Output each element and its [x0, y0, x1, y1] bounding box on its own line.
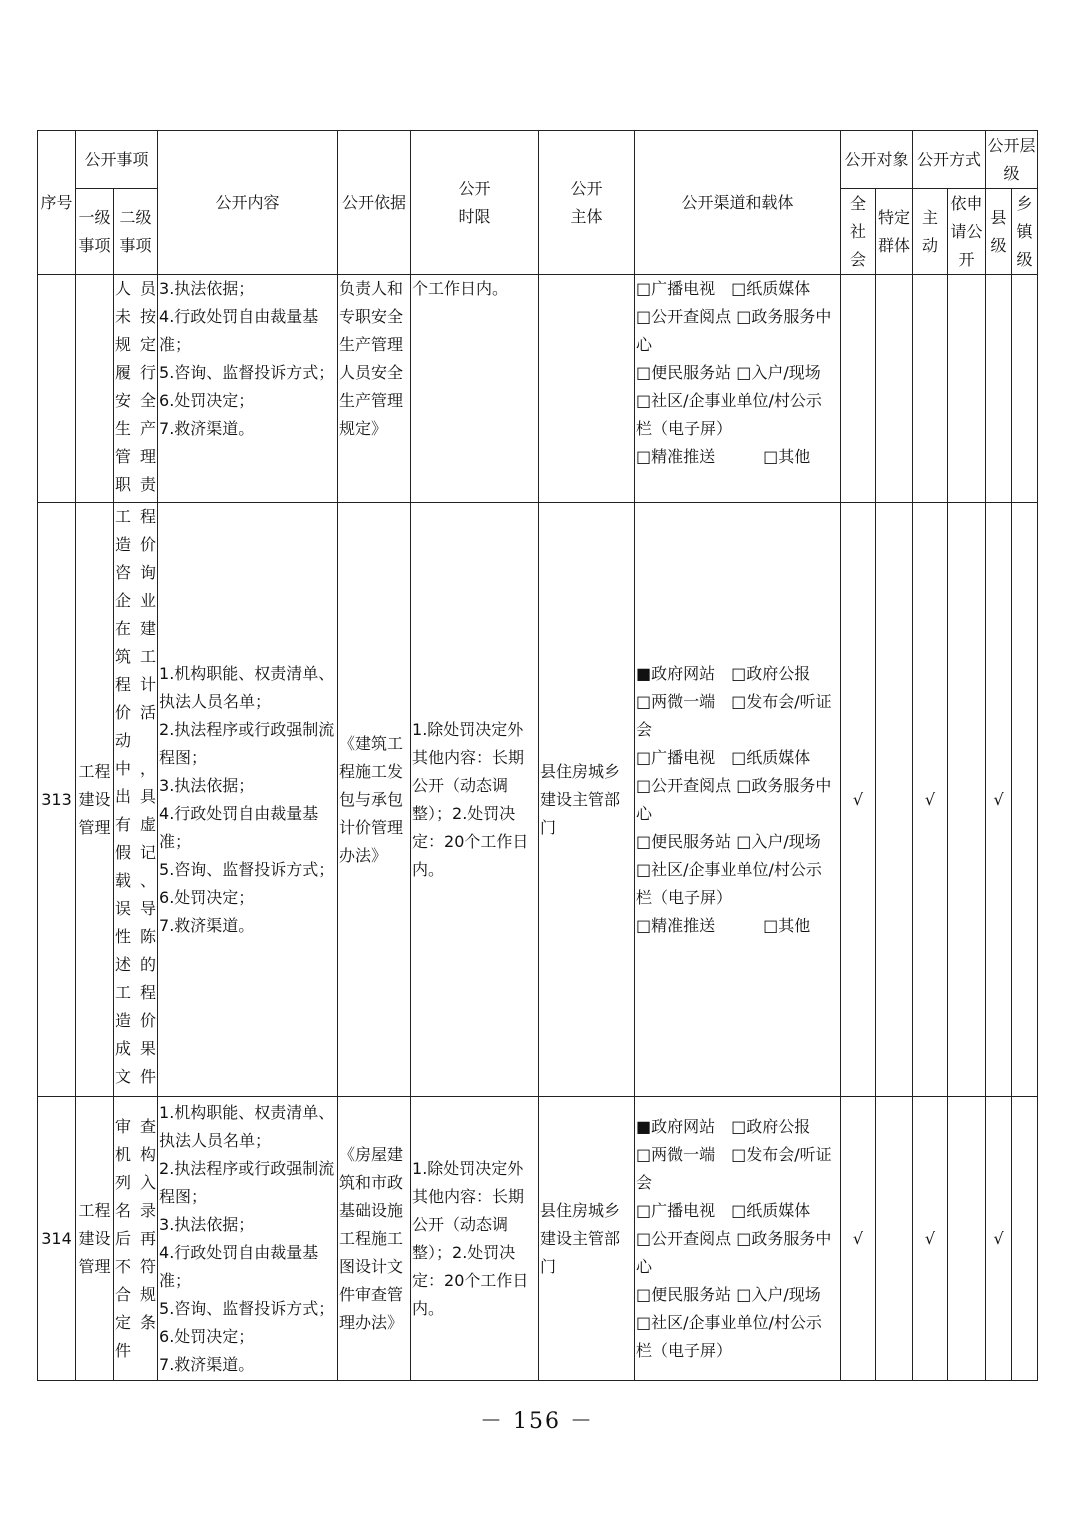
page-number: － 156 －: [480, 1409, 594, 1434]
row-level2: 人员未按规定履行安全生产管理职责: [114, 275, 158, 503]
row-time-limit: 1.除处罚决定外其他内容：长期公开（动态调整）；2.处罚决定：20个工作日内。: [411, 503, 539, 1097]
check-township: [1012, 1097, 1038, 1381]
channel-line: 心: [636, 803, 653, 823]
header-level1: 一级 事项: [76, 189, 114, 275]
channel-line: □便民服务站 □入户/现场: [636, 831, 821, 851]
row-basis: 《房屋建筑和市政基础设施工程施工图设计文件审查管理办法》: [338, 1097, 411, 1381]
check-specific-group: [876, 275, 913, 503]
channel-line: □便民服务站 □入户/现场: [636, 1284, 821, 1304]
row-level1: [76, 275, 114, 503]
channel-line: 会: [636, 1172, 653, 1192]
channel-line: □广播电视 □纸质媒体: [636, 747, 811, 767]
channel-line: □社区/企事业单位/村公示: [636, 859, 822, 879]
check-county: √: [986, 1097, 1012, 1381]
header-row-top: [38, 131, 1038, 189]
header-target: 公开对象: [841, 131, 913, 189]
check-township: [1012, 503, 1038, 1097]
disclosure-table: [37, 130, 1038, 1381]
row-level1: 工程建设管理: [76, 1097, 114, 1381]
channel-line: 栏（电子屏）: [636, 419, 733, 438]
header-method-request: 依申 请公 开: [948, 189, 986, 275]
check-on-request: [948, 503, 986, 1097]
check-township: [1012, 275, 1038, 503]
row-channels: [635, 275, 841, 503]
header-target-all: 全 社 会: [841, 189, 876, 275]
channel-line: □公开查阅点 □政务服务中: [636, 1228, 832, 1248]
header-method: 公开方式: [913, 131, 986, 189]
row-content: 3.执法依据； 4.行政处罚自由裁量基准； 5.咨询、监督投诉方式； 6.处罚决定； 7.救济渠道。: [158, 275, 338, 503]
header-target-specific: 特定 群体: [876, 189, 913, 275]
header-content: 公开内容: [158, 131, 338, 275]
channel-line: ■政府网站 □政府公报: [636, 1116, 811, 1136]
header-time-limit: 公开 时限: [411, 131, 539, 275]
check-all-society: √: [841, 1097, 876, 1381]
row-time-limit: 个工作日内。: [411, 275, 539, 503]
channel-line: □公开查阅点 □政务服务中: [636, 307, 832, 326]
row-basis: 《建筑工程施工发包与承包计价管理办法》: [338, 503, 411, 1097]
channel-line: ■政府网站 □政府公报: [636, 663, 811, 683]
row-channels: [635, 1097, 841, 1381]
check-all-society: √: [841, 503, 876, 1097]
header-level-township: 乡 镇 级: [1012, 189, 1038, 275]
header-seq: 序号: [38, 131, 76, 275]
check-active: √: [913, 503, 948, 1097]
row-subject: [539, 275, 635, 503]
table-row: [38, 275, 1038, 503]
check-county: √: [986, 503, 1012, 1097]
header-channels: 公开渠道和载体: [635, 131, 841, 275]
check-active: √: [913, 1097, 948, 1381]
row-level2: 工程造价咨询企业在建筑工程计价活动中，出具有虚假记载、误导性陈述的工程造价成果文件: [114, 503, 158, 1097]
channel-line: 栏（电子屏）: [636, 1340, 733, 1360]
check-active: [913, 275, 948, 503]
channel-line: □精准推送 □其他: [636, 447, 811, 466]
table-row: [38, 1097, 1038, 1381]
header-level: 公开层 级: [986, 131, 1038, 189]
check-specific-group: [876, 503, 913, 1097]
row-subject: 县住房城乡建设主管部门: [539, 1097, 635, 1381]
row-channels: [635, 503, 841, 1097]
header-subject: 公开 主体: [539, 131, 635, 275]
table-row: [38, 503, 1038, 1097]
channel-line: □精准推送 □其他: [636, 915, 811, 935]
row-time-limit: 1.除处罚决定外其他内容：长期公开（动态调整）；2.处罚决定：20个工作日内。: [411, 1097, 539, 1381]
row-content: 1.机构职能、权责清单、执法人员名单； 2.执法程序或行政强制流程图； 3.执法依据； 4.行政处罚自由裁量基准； 5.咨询、监督投诉方式； 6.处罚决定； 7.救济渠道。: [158, 1097, 338, 1381]
channel-line: □两微一端 □发布会/听证: [636, 691, 832, 711]
row-subject: 县住房城乡建设主管部门: [539, 503, 635, 1097]
row-basis: 负责人和专职安全生产管理人员安全生产管理规定》: [338, 275, 411, 503]
channel-line: □社区/企事业单位/村公示: [636, 391, 822, 410]
channel-line: 心: [636, 335, 653, 354]
channel-line: 心: [636, 1256, 653, 1276]
row-seq: 313: [38, 503, 76, 1097]
row-seq: 314: [38, 1097, 76, 1381]
check-on-request: [948, 275, 986, 503]
check-specific-group: [876, 1097, 913, 1381]
row-content: 1.机构职能、权责清单、执法人员名单； 2.执法程序或行政强制流程图； 3.执法依据； 4.行政处罚自由裁量基准； 5.咨询、监督投诉方式； 6.处罚决定； 7.救济渠道。: [158, 503, 338, 1097]
channel-line: □社区/企事业单位/村公示: [636, 1312, 822, 1332]
channel-line: □公开查阅点 □政务服务中: [636, 775, 832, 795]
header-method-active: 主 动: [913, 189, 948, 275]
channel-line: 会: [636, 719, 653, 739]
channel-line: □广播电视 □纸质媒体: [636, 279, 811, 298]
row-level1: 工程建设管理: [76, 503, 114, 1097]
row-level2: 审查机构列入名录后再不符合规定条件: [114, 1097, 158, 1381]
channel-line: □两微一端 □发布会/听证: [636, 1144, 832, 1164]
header-basis: 公开依据: [338, 131, 411, 275]
channel-line: □便民服务站 □入户/现场: [636, 363, 821, 382]
row-seq: [38, 275, 76, 503]
header-level2: 二级 事项: [114, 189, 158, 275]
check-on-request: [948, 1097, 986, 1381]
header-items: 公开事项: [76, 131, 158, 189]
header-level-county: 县 级: [986, 189, 1012, 275]
check-all-society: [841, 275, 876, 503]
channel-line: 栏（电子屏）: [636, 887, 733, 907]
channel-line: □广播电视 □纸质媒体: [636, 1200, 811, 1220]
check-county: [986, 275, 1012, 503]
